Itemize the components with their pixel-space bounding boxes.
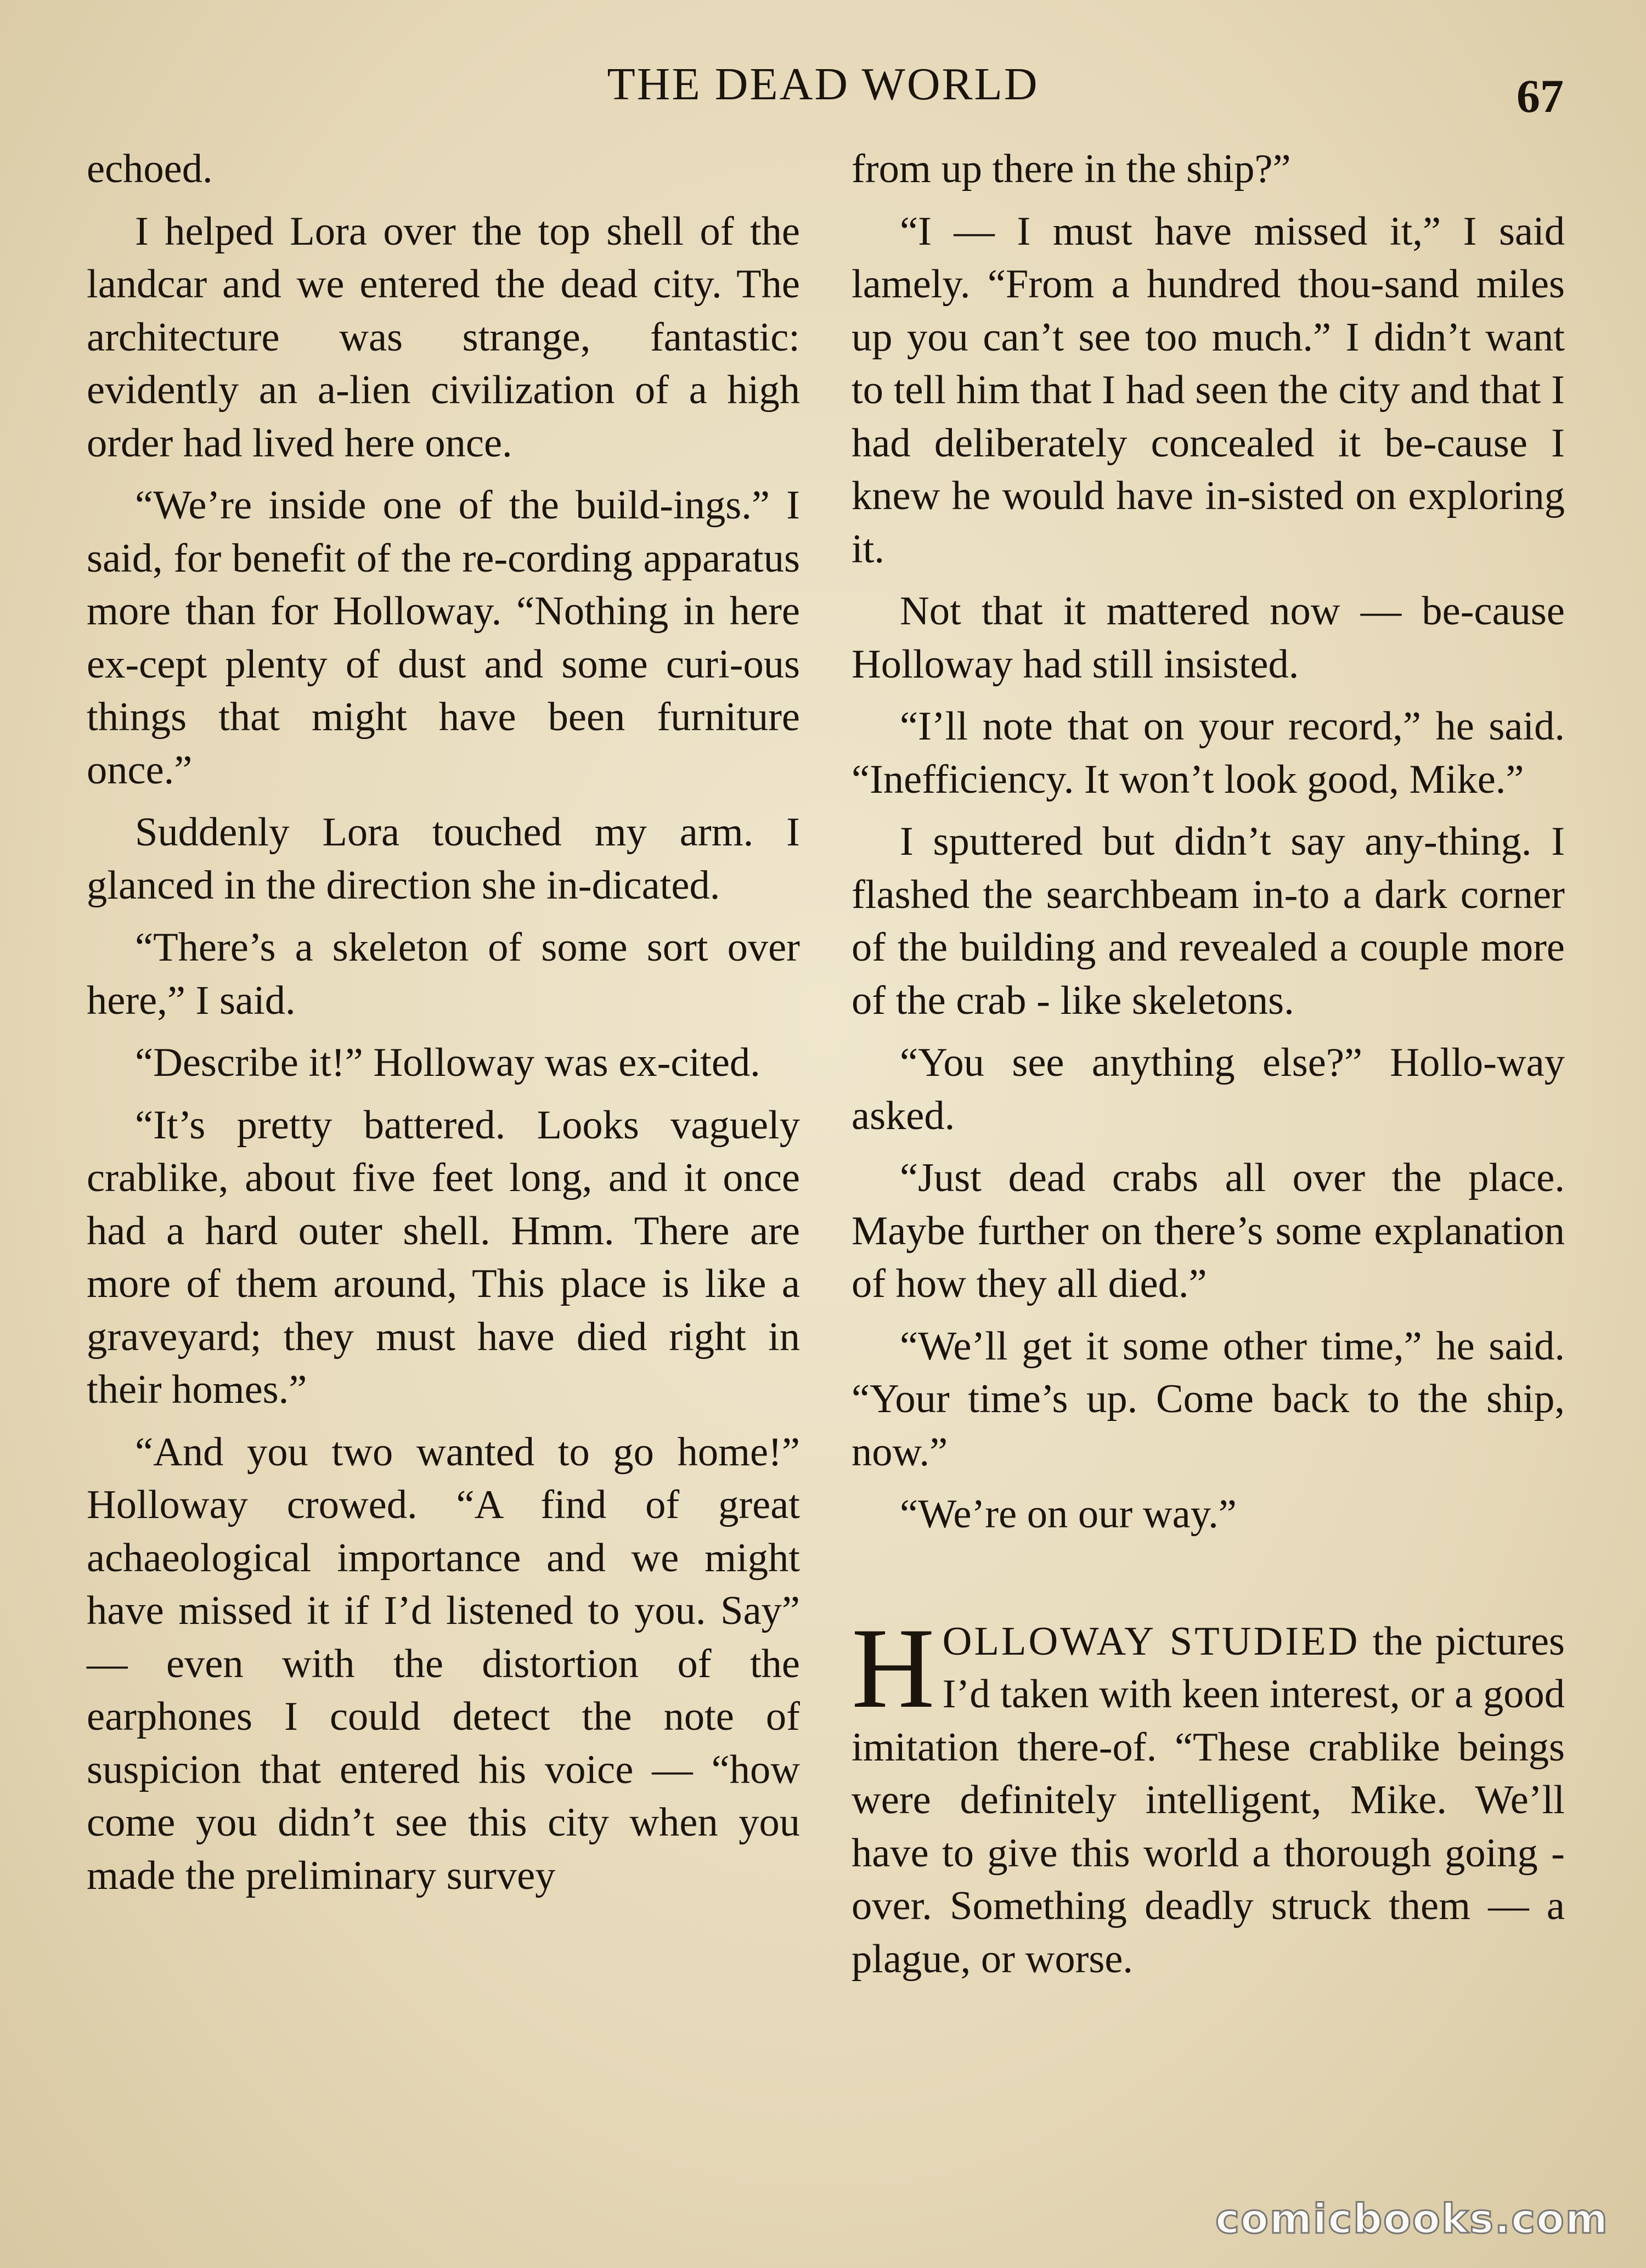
paragraph: I sputtered but didn’t say any-thing. I flashed the searchbeam in-to a dark corner of the building and revealed a couple more of the crab - like skeletons. (852, 819, 1565, 1023)
drop-cap: H (852, 1604, 935, 1732)
left-column (87, 143, 800, 1911)
section-opening-paragraph (852, 1604, 1565, 1986)
right-column (852, 143, 1565, 1995)
paragraph: “And you two wanted to go home!” Holloway crowed. “A find of great achaeological importance and we might have missed it if I’d listened to you. Say” — even with the distortion of the earphones I could detect the note of suspicion that entered his voice — “how come you didn’t see this city when you made the preliminary survey (87, 1429, 800, 1898)
section-text: the pictures I’d taken with keen interest, or a good imitation there-of. “These crablike beings were definitely intelligent, Mike. We’ll have to give this world a thorough going - over. Something deadly struck them — a plague, or worse. (852, 1618, 1565, 1982)
paragraph: “Just dead crabs all over the place. Maybe further on there’s some explanation of how they all died.” (852, 1155, 1565, 1306)
paragraph: “I’ll note that on your record,” he said. “Inefficiency. It won’t look good, Mike.” (852, 704, 1565, 802)
paragraph: “Describe it!” Holloway was ex-cited. (135, 1040, 760, 1085)
paragraph: echoed. (87, 146, 213, 191)
running-title: THE DEAD WORLD (607, 59, 1039, 110)
paragraph: “It’s pretty battered. Looks vaguely crablike, about five feet long, and it once had a hard outer shell. Hmm. There are more of them around, This place is like a graveyard; they must have died right in their homes.” (87, 1102, 800, 1412)
paragraph: Suddenly Lora touched my arm. I glanced in the direction she in-dicated. (87, 810, 800, 908)
paragraph: “You see anything else?” Hollo-way asked. (852, 1040, 1565, 1138)
paragraph: “We’re inside one of the build-ings.” I said, for benefit of the re-cording apparatus more than for Holloway. “Nothing in here ex-cept plenty of dust and some curi-ous things that might have been furniture once.” (87, 483, 800, 793)
small-caps-lead: OLLOWAY STUDIED (942, 1618, 1360, 1664)
paragraph: “I — I must have missed it,” I said lamely. “From a hundred thou-sand miles up you can’t see too much.” I didn’t want to tell him that I had seen the city and that I had deliberately concealed it be-cause I knew he would have in-sisted on exploring it. (852, 208, 1565, 572)
paragraph: “There’s a skeleton of some sort over here,” I said. (87, 925, 800, 1023)
paragraph: “We’re on our way.” (900, 1492, 1237, 1537)
paragraph: I helped Lora over the top shell of the landcar and we entered the dead city. The architecture was strange, fantastic: evidently an a-lien civilization of a high order had lived here once. (87, 208, 800, 466)
paragraph: “We’ll get it some other time,” he said. “Your time’s up. Come back to the ship, now.” (852, 1323, 1565, 1475)
page-number: 67 (1517, 70, 1564, 122)
watermark-logo: comicbooks.com (1215, 2196, 1609, 2243)
paragraph: Not that it mattered now — be-cause Holloway had still insisted. (852, 589, 1565, 687)
paragraph: from up there in the ship?” (852, 146, 1291, 191)
